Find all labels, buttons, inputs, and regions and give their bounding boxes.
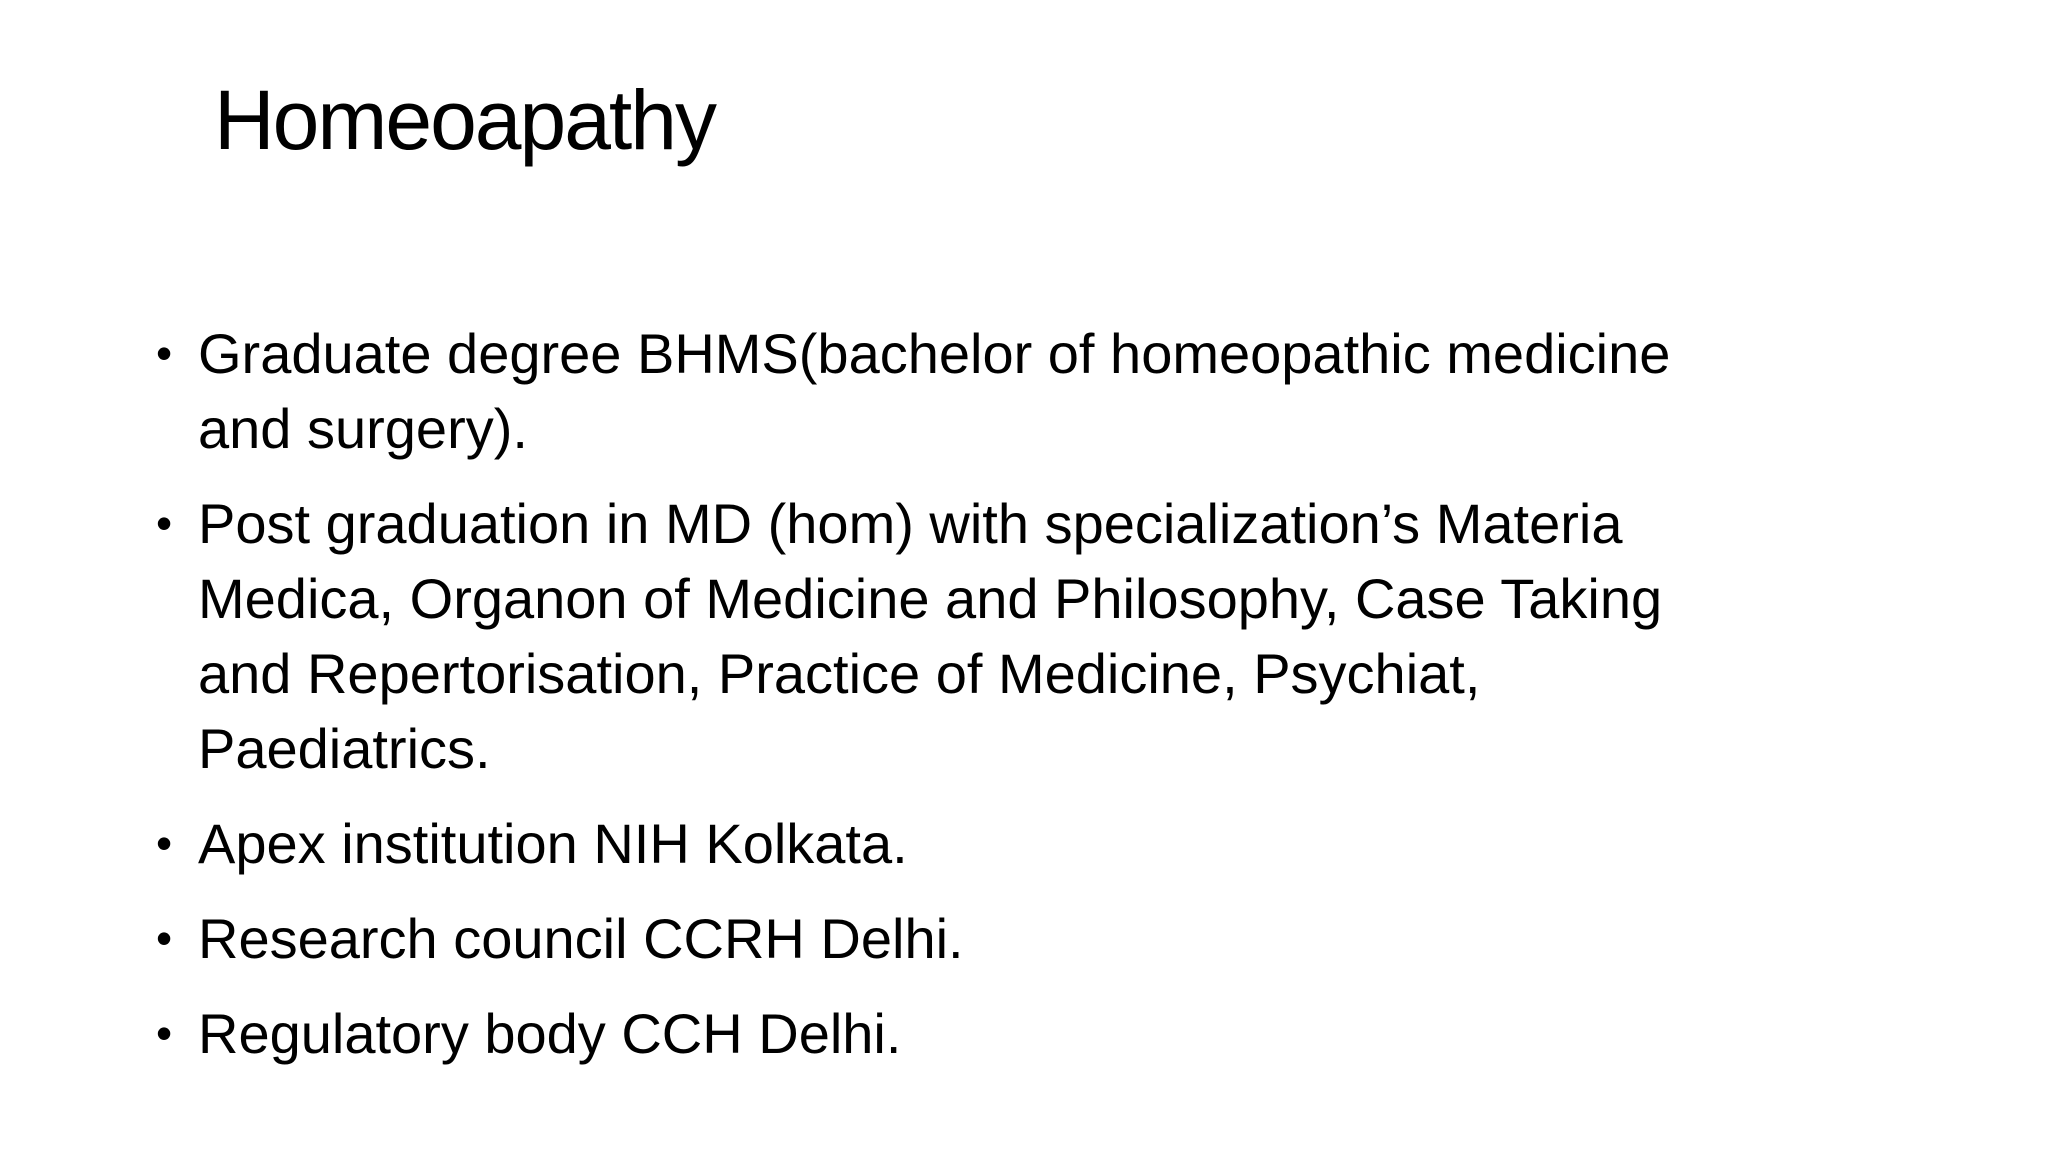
slide-title: Homeoapathy (214, 73, 715, 167)
bullet-text-line: Graduate degree BHMS(bachelor of homeopathic medicine (198, 322, 1671, 385)
bullet-text-line: and Repertorisation, Practice of Medicine, Psychiat, (198, 642, 1481, 705)
bullet-item-post-graduation (150, 486, 1940, 786)
bullet-text-line: Paediatrics. (198, 717, 491, 780)
bullet-item-regulatory-body (150, 996, 1940, 1071)
bullet-text-line: Medica, Organon of Medicine and Philosophy, Case Taking (198, 567, 1663, 630)
bullet-text-line: and surgery). (198, 397, 528, 460)
bullet-dot-icon: • (156, 1007, 173, 1059)
bullet-text-line: Apex institution NIH Kolkata. (198, 812, 908, 875)
bullet-item-apex-institution (150, 806, 1940, 881)
bullet-list (150, 316, 1940, 1091)
bullet-text-line: Post graduation in MD (hom) with specialization’s Materia (198, 492, 1623, 555)
bullet-dot-icon: • (156, 912, 173, 964)
bullet-item-research-council (150, 901, 1940, 976)
bullet-dot-icon: • (156, 817, 173, 869)
bullet-text-line: Regulatory body CCH Delhi. (198, 1002, 902, 1065)
bullet-item-degree (150, 316, 1940, 466)
bullet-dot-icon: • (156, 497, 173, 549)
bullet-text-line: Research council CCRH Delhi. (198, 907, 964, 970)
bullet-dot-icon: • (156, 327, 173, 379)
